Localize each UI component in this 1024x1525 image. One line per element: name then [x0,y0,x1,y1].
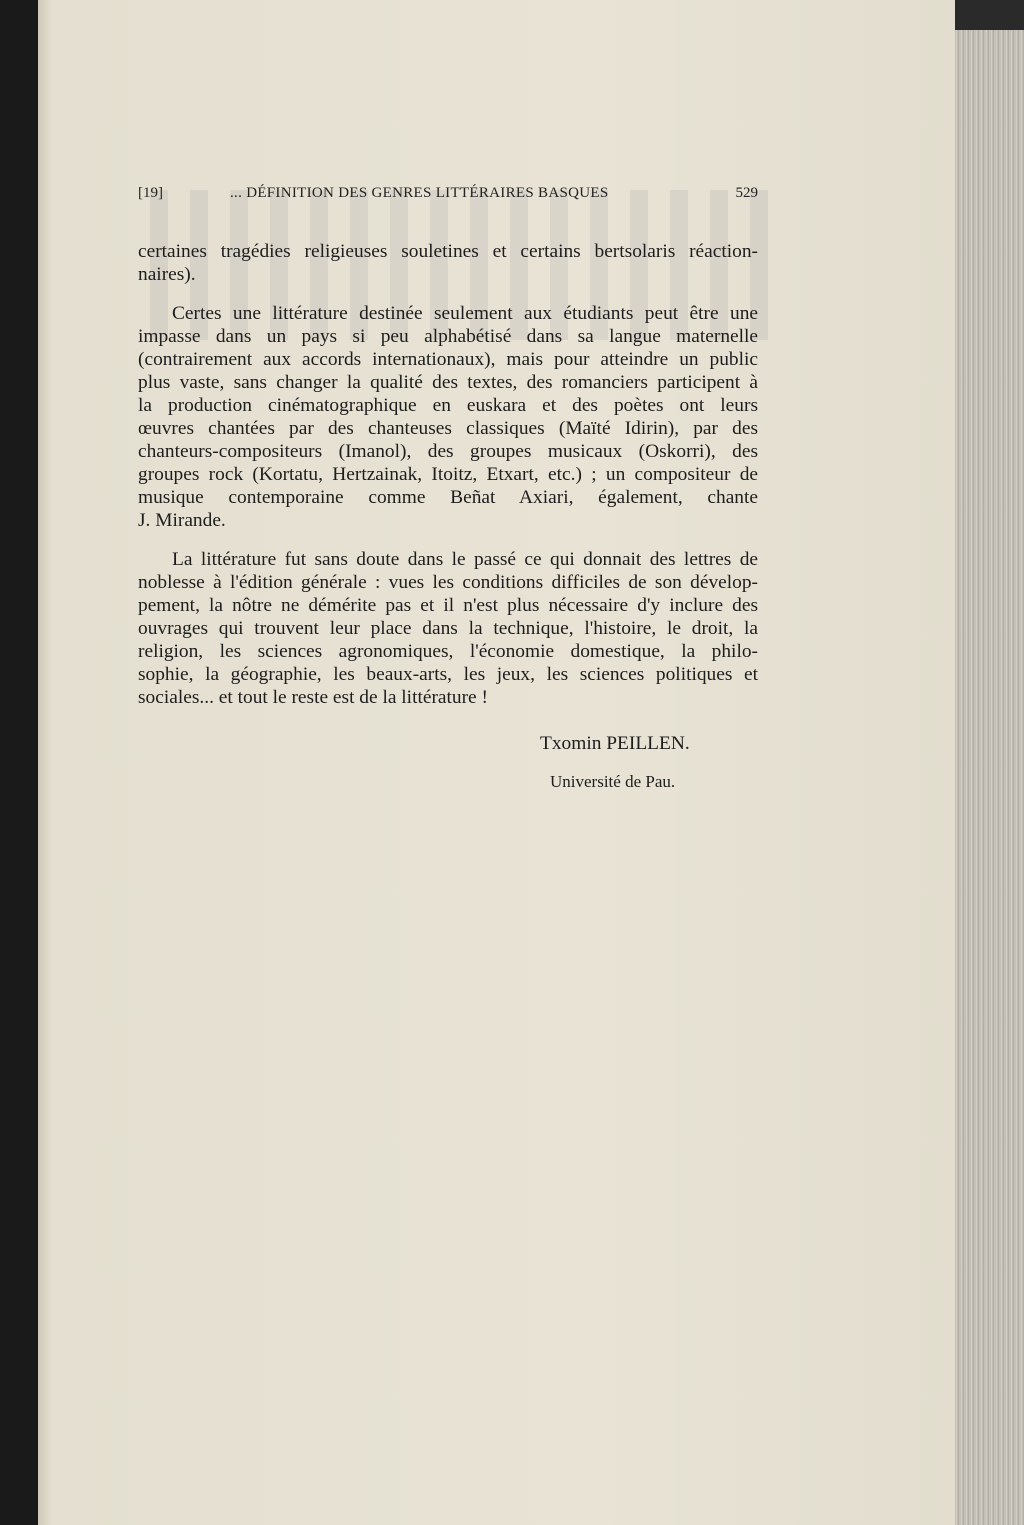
text-line: la production cinématographique en euskara et des poètes ont leurs [138,395,758,416]
page-edges [955,30,1024,1525]
chapter-number: [19] [138,185,163,201]
body-text [138,240,758,725]
background [955,0,1024,30]
author-signature: Txomin PEILLEN. [540,733,690,754]
text-line: pement, la nôtre ne démérite pas et il n'est plus nécessaire d'y inclure des [138,595,758,616]
text-line: chanteurs-compositeurs (Imanol), des groupes musicaux (Oskorri), des [138,441,758,462]
text-line: groupes rock (Kortatu, Hertzainak, Itoitz, Etxart, etc.) ; un compositeur de [138,464,758,485]
text-line: sociales... et tout le reste est de la littérature ! [138,687,488,708]
text-line: œuvres chantées par des chanteuses classiques (Maïté Idirin), par des [138,418,758,439]
running-head [138,185,758,207]
text-line: sophie, la géographie, les beaux-arts, les jeux, les sciences politiques et [138,664,758,685]
paragraph [138,240,758,286]
text-line: impasse dans un pays si peu alphabétisé dans sa langue maternelle [138,326,758,347]
paragraph [138,302,758,532]
text-line: noblesse à l'édition générale : vues les conditions difficiles de son dévelop- [138,572,758,593]
text-line: J. Mirande. [138,510,226,531]
text-line: musique contemporaine comme Beñat Axiari, également, chante [138,487,758,508]
text-line: Certes une littérature destinée seulement aux étudiants peut être une [172,303,758,324]
page-number: 529 [735,185,758,201]
text-line: naires). [138,264,196,285]
author-affiliation: Université de Pau. [550,772,676,791]
text-line: plus vaste, sans changer la qualité des textes, des romanciers participent à [138,372,758,393]
text-line: religion, les sciences agronomiques, l'économie domestique, la philo- [138,641,758,662]
running-title: ... DÉFINITION DES GENRES LITTÉRAIRES BASQUES [230,185,609,201]
text-line: certaines tragédies religieuses souletines et certains bertsolaris réaction- [138,241,758,262]
paragraph [138,548,758,709]
text-line: La littérature fut sans doute dans le passé ce qui donnait des lettres de [172,549,758,570]
text-line: ouvrages qui trouvent leur place dans la technique, l'histoire, le droit, la [138,618,758,639]
text-line: (contrairement aux accords internationaux), mais pour atteindre un public [138,349,758,370]
